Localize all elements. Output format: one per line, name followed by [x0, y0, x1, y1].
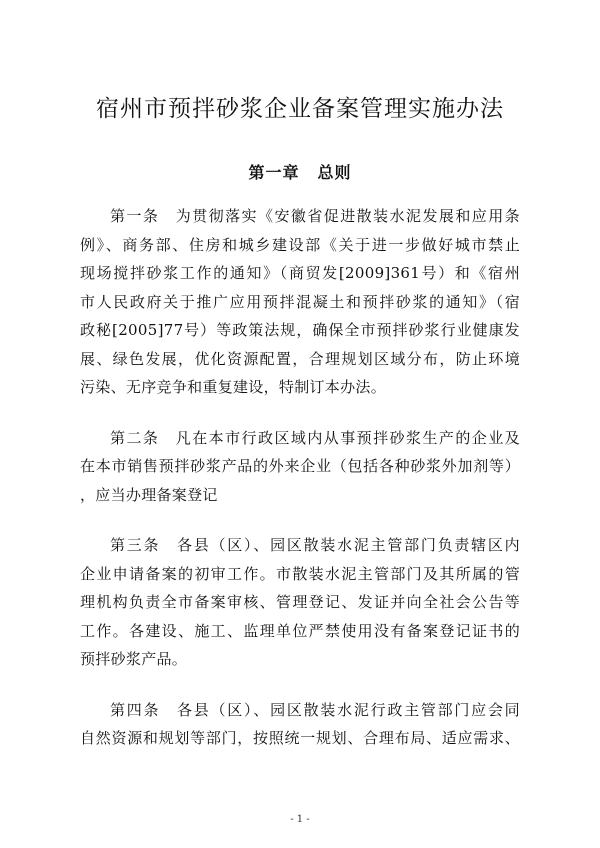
document-body	[80, 202, 520, 775]
article-line: 政秘[2005]77号）等政策法规，确保全市预拌砂浆行业健康发	[80, 321, 520, 339]
article-1	[80, 202, 520, 402]
article-line: 预拌砂浆产品。	[80, 650, 188, 668]
article-line: 企业申请备案的初审工作。市散装水泥主管部门及其所属的管	[80, 564, 520, 583]
chapter-title: 总则	[317, 163, 352, 182]
article-line: 在本市销售预拌砂浆产品的外来企业（包括各种砂浆外加剂等）	[80, 457, 520, 475]
article-line: 理机构负责全市备案审核、管理登记、发证并向全社会公告等	[80, 593, 520, 611]
article-line: 自然资源和规划等部门，按照统一规划、合理布局、适应需求、	[80, 729, 520, 747]
article-3	[80, 531, 520, 674]
article-line: 市人民政府关于推广应用预拌混凝土和预拌砂浆的通知》（宿	[80, 292, 520, 311]
article-line: 现场搅拌砂浆工作的通知》（商贸发[2009]361号）和《宿州	[80, 264, 520, 282]
article-line: 第一条 为贯彻落实《安徽省促进散装水泥发展和应用条	[110, 207, 520, 225]
article-line: 污染、无序竞争和重复建设，特制订本办法。	[80, 378, 387, 396]
page-number: - 1 -	[290, 814, 310, 825]
article-line: 展、绿色发展，优化资源配置，合理规划区域分布，防止环境	[80, 349, 520, 368]
article-line: 第二条 凡在本市行政区域内从事预拌砂浆生产的企业及	[110, 428, 520, 447]
article-4	[80, 696, 520, 753]
chapter-label: 第一章	[248, 163, 300, 182]
article-line: 第四条 各县（区）、园区散装水泥行政主管部门应会同	[110, 700, 520, 719]
article-line: 第三条 各县（区）、园区散装水泥主管部门负责辖区内	[110, 536, 520, 554]
article-line: 工作。各建设、施工、监理单位严禁使用没有备案登记证书的	[80, 621, 520, 640]
chapter-heading	[0, 160, 600, 183]
article-2	[80, 424, 520, 510]
document-title: 宿州市预拌砂浆企业备案管理实施办法	[96, 96, 504, 122]
article-line: 例》、商务部、住房和城乡建设部《关于进一步做好城市禁止	[80, 235, 520, 254]
article-line: ，应当办理备案登记	[80, 485, 218, 504]
